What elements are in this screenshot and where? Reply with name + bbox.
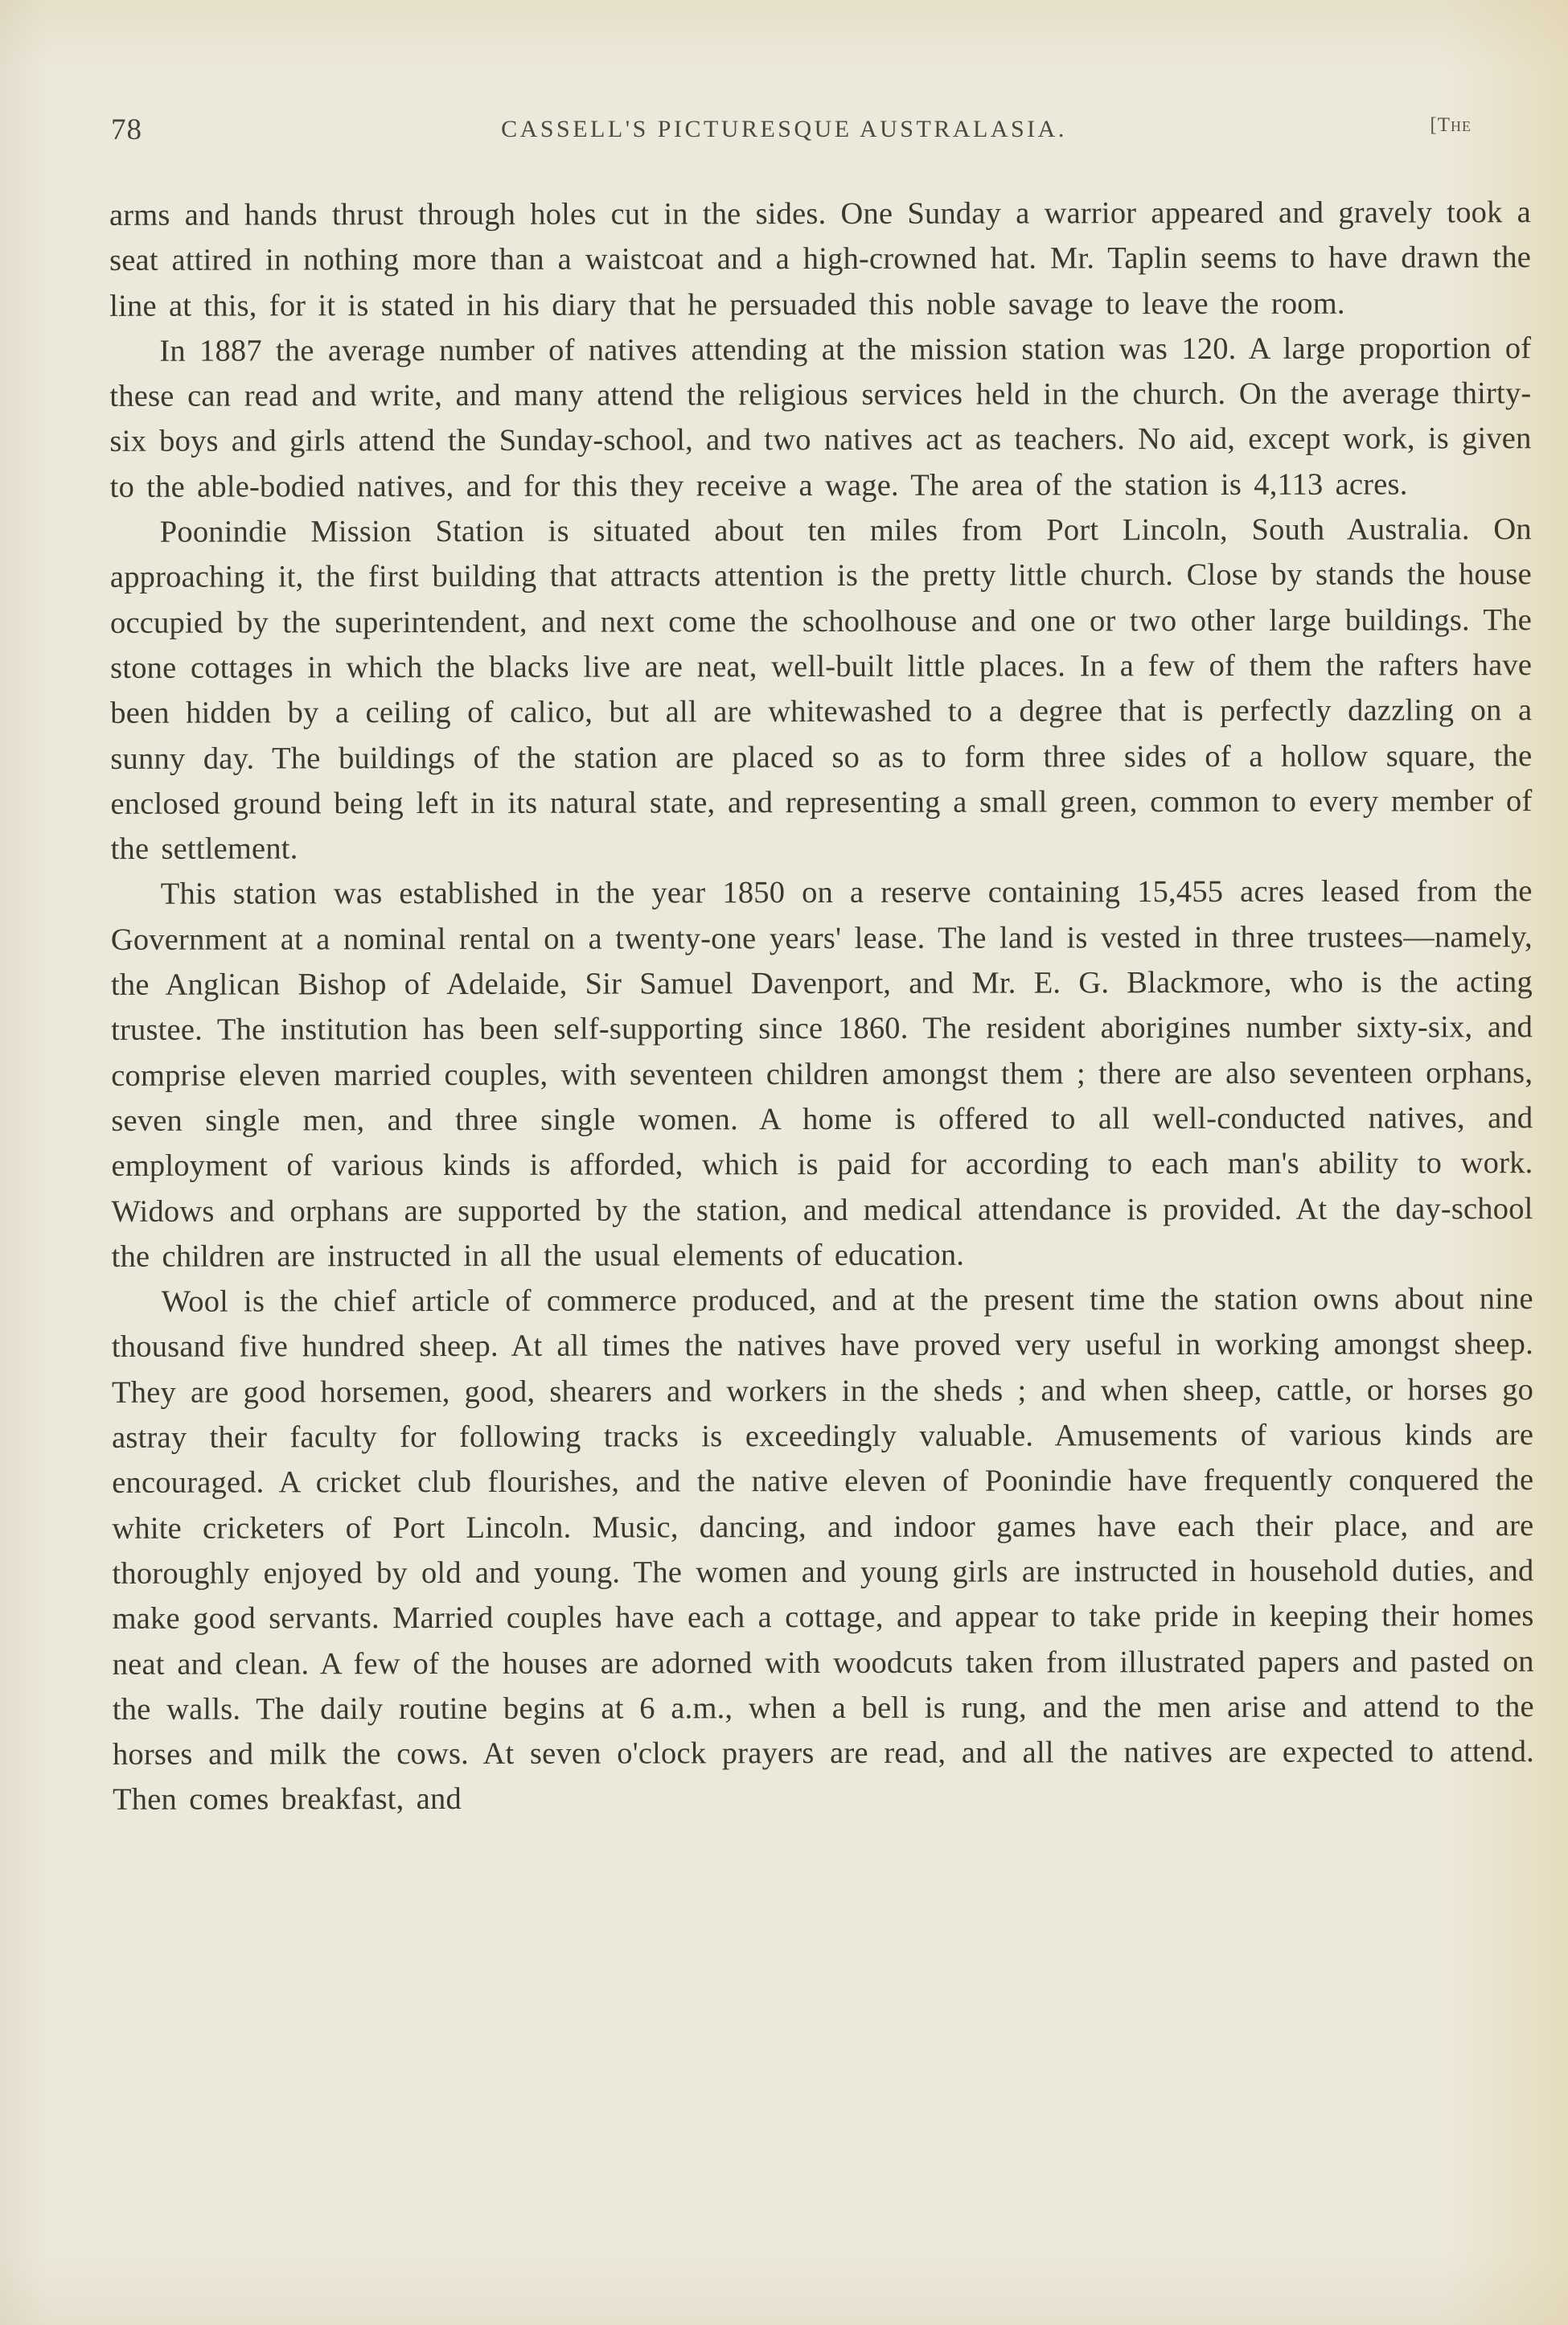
page-number: 78 [111, 113, 142, 146]
running-header-title: CASSELL'S PICTURESQUE AUSTRALASIA. [501, 116, 1067, 142]
body-paragraph-3: Poonindie Mission Station is situated about ten miles from Port Lincoln, South Australia. On approaching it, the first building that attracts attention is the pretty little church. Close by stands the house occupied by the superintendent, and next come the schoolhouse and one or two other large buildings. The stone cottages in which the blacks live are neat, well-built little places. In a few of them the rafters have been hidden by a ceiling of calico, but all are whitewashed to a degree that is perfectly dazzling on a sunny day. The buildings of the station are placed so as to form three sides of a hollow square, the enclosed ground being left in its natural state, and representing a small green, common to every member of the settlement. [109, 512, 1533, 867]
body-text-block [109, 190, 1534, 1822]
catchword: [The [1430, 114, 1472, 136]
body-paragraph-4: This station was established in the year 1850 on a reserve containing 15,455 acres leased from the Government at a nominal rental on a twenty-one years' lease. The land is vested in three trustees—namely, the Anglican Bishop of Adelaide, Sir Samuel Davenport, and Mr. E. G. Blackmore, who is the acting trustee. The institution has been self-supporting since 1860. The resident aborigines number sixty-six, and comprise eleven married couples, with seventeen children amongst them ; there are also seventeen orphans, seven single men, and three single women. A home is offered to all well-conducted natives, and employment of various kinds is afforded, which is paid for according to each man's ability to work. Widows and orphans are supported by the station, and medical attendance is provided. At the day-school the children are instructed in all the usual elements of education. [110, 874, 1533, 1274]
body-paragraph-2: In 1887 the average number of natives attending at the mission station was 120. A large proportion of these can read and write, and many attend the religious services held in the church. On the average thirty-six boys and girls attend the Sunday-school, and two natives act as teachers. No aid, except work, is given to the able-bodied natives, and for this they receive a wage. The area of the station is 4,113 acres. [109, 331, 1532, 504]
body-paragraph-1: arms and hands thrust through holes cut in the sides. One Sunday a warrior appeared and gravely took a seat attired in nothing more than a waistcoat and a high-crowned hat. Mr. Taplin seems to have drawn the line at this, for it is stated in his diary that he persuaded this noble savage to leave the room. [109, 195, 1532, 323]
body-paragraph-5: Wool is the chief article of commerce produced, and at the present time the station owns about nine thousand five hundred sheep. At all times the natives have proved very useful in working amongst sheep. They are good horsemen, good, shearers and workers in the sheds ; and when sheep, cattle, or horses go astray their faculty for following tracks is exceedingly valuable. Amusements of various kinds are encouraged. A cricket club flourishes, and the native eleven of Poonindie have frequently conquered the white cricketers of Port Lincoln. Music, dancing, and indoor games have each their place, and are thoroughly enjoyed by old and young. The women and young girls are instructed in household duties, and make good servants. Married couples have each a cottage, and appear to take pride in keeping their homes neat and clean. A few of the houses are adorned with woodcuts taken from illustrated papers and pasted on the walls. The daily routine begins at 6 a.m., when a bell is rung, and the men arise and attend to the horses and milk the cows. At seven o'clock prayers are read, and all the natives are expected to attend. Then comes breakfast, and [111, 1282, 1534, 1818]
page-header [0, 0, 1568, 161]
